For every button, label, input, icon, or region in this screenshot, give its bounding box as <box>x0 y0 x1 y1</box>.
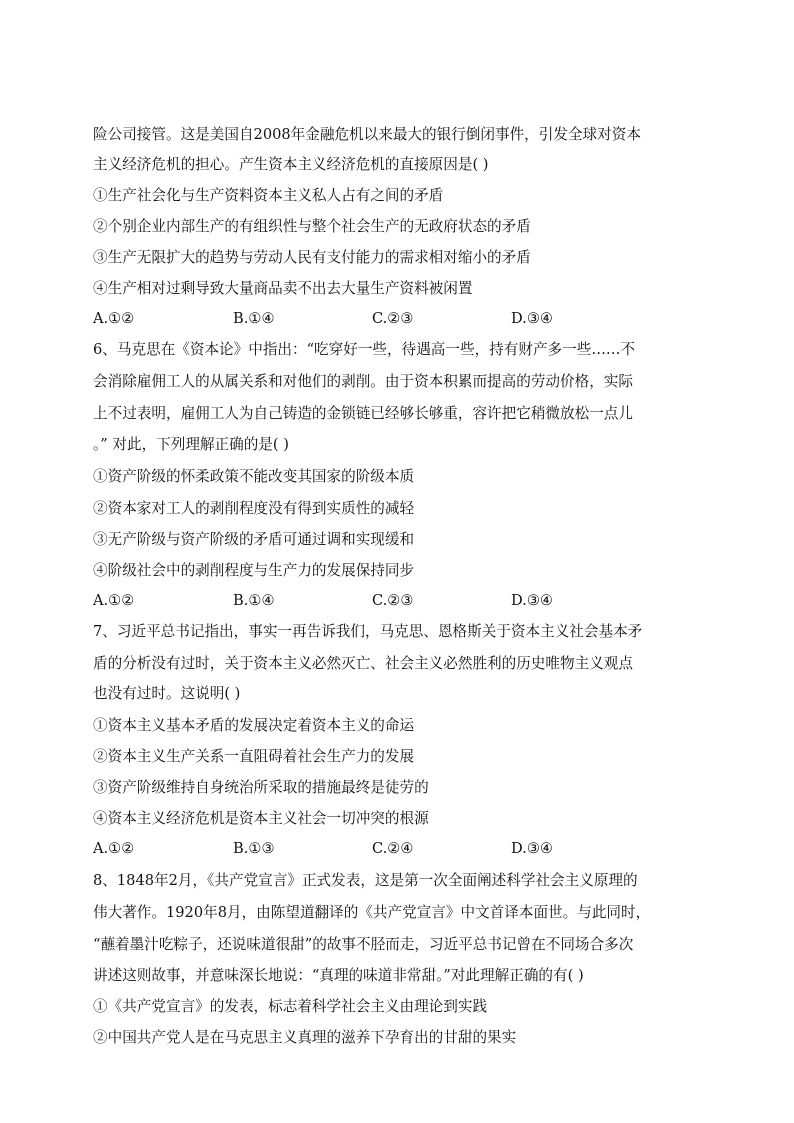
q8-item-2: ②中国共产党人是在马克思主义真理的滋养下孕育出的甘甜的果实 <box>93 1029 517 1046</box>
q6-item-2: ②资本家对工人的剥削程度没有得到实质性的减轻 <box>93 500 415 517</box>
q7-stem-line-2: 盾的分析没有过时，关于资本主义必然灭亡、社会主义必然胜利的历史唯物主义观点 <box>93 655 633 672</box>
q6-item-1: ①资产阶级的怀柔政策不能改变其国家的阶级本质 <box>93 468 415 485</box>
q6-option-b[interactable]: B.①④ <box>233 592 275 609</box>
q7-stem-line-3: 也没有过时。这说明( ) <box>93 685 241 702</box>
q5-option-b[interactable]: B.①④ <box>233 310 275 327</box>
q7-option-a[interactable]: A.①② <box>93 840 135 857</box>
q7-item-2: ②资本主义生产关系一直阻碍着社会生产力的发展 <box>93 748 415 765</box>
q8-item-1: ①《共产党宣言》的发表，标志着科学社会主义由理论到实践 <box>93 998 488 1015</box>
q7-option-c[interactable]: C.②④ <box>372 840 414 857</box>
q5-item-2: ②个别企业内部生产的有组织性与整个社会生产的无政府状态的矛盾 <box>93 218 531 235</box>
q5-option-a[interactable]: A.①② <box>93 310 135 327</box>
q8-stem-line-3: “蘸着墨汁吃粽子，还说味道很甜”的故事不胫而走，习近平总书记曾在不同场合多次 <box>93 936 634 953</box>
q6-option-c[interactable]: C.②③ <box>372 592 414 609</box>
q8-stem-line-1: 8、1848年2月，《共产党宣言》正式发表，这是第一次全面阐述科学社会主义原理的 <box>93 872 638 889</box>
q6-stem-line-3: 上不过表明，雇佣工人为自己铸造的金锁链已经够长够重，容许把它稍微放松一点儿 <box>93 405 633 422</box>
q7-options <box>93 840 713 860</box>
q6-stem-line-1: 6、马克思在《资本论》中指出：“吃穿好一些，待遇高一些，持有财产多一些……不 <box>93 341 636 358</box>
q7-option-d[interactable]: D.③④ <box>511 840 553 857</box>
q7-item-3: ③资产阶级维持自身统治所采取的措施最终是徒劳的 <box>93 779 429 796</box>
q5-options <box>93 310 713 330</box>
q5-item-3: ③生产无限扩大的趋势与劳动人民有支付能力的需求相对缩小的矛盾 <box>93 249 531 266</box>
q6-item-3: ③无产阶级与资产阶级的矛盾可通过调和实现缓和 <box>93 531 415 548</box>
q7-item-4: ④资本主义经济危机是资本主义社会一切冲突的根源 <box>93 810 429 827</box>
q5-item-1: ①生产社会化与生产资料资本主义私人占有之间的矛盾 <box>93 187 444 204</box>
q6-item-4: ④阶级社会中的剥削程度与生产力的发展保持同步 <box>93 562 415 579</box>
q8-stem-line-4: 讲述这则故事，并意味深长地说：“真理的味道非常甜。”对此理解正确的有( ) <box>93 967 584 984</box>
q7-item-1: ①资本主义基本矛盾的发展决定着资本主义的命运 <box>93 717 415 734</box>
q6-options <box>93 592 713 612</box>
q6-option-d[interactable]: D.③④ <box>511 592 553 609</box>
q5-stem-line-1: 险公司接管。这是美国自2008年金融危机以来最大的银行倒闭事件，引发全球对资本 <box>93 126 641 143</box>
q7-stem-line-1: 7、习近平总书记指出，事实一再告诉我们，马克思、恩格斯关于资本主义社会基本矛 <box>93 623 643 640</box>
q6-stem-line-4: 。” 对此，下列理解正确的是( ) <box>93 436 289 453</box>
q5-stem-line-2: 主义经济危机的担心。产生资本主义经济危机的直接原因是( ) <box>93 156 489 173</box>
q6-option-a[interactable]: A.①② <box>93 592 135 609</box>
q5-item-4: ④生产相对过剩导致大量商品卖不出去大量生产资料被闲置 <box>93 280 473 297</box>
q5-option-d[interactable]: D.③④ <box>511 310 553 327</box>
q7-option-b[interactable]: B.①③ <box>233 840 275 857</box>
q8-stem-line-2: 伟大著作。1920年8月，由陈望道翻译的《共产党宣言》中文首译本面世。与此同时， <box>93 904 651 921</box>
q5-option-c[interactable]: C.②③ <box>372 310 414 327</box>
q6-stem-line-2: 会消除雇佣工人的从属关系和对他们的剥削。由于资本积累而提高的劳动价格，实际 <box>93 373 633 390</box>
